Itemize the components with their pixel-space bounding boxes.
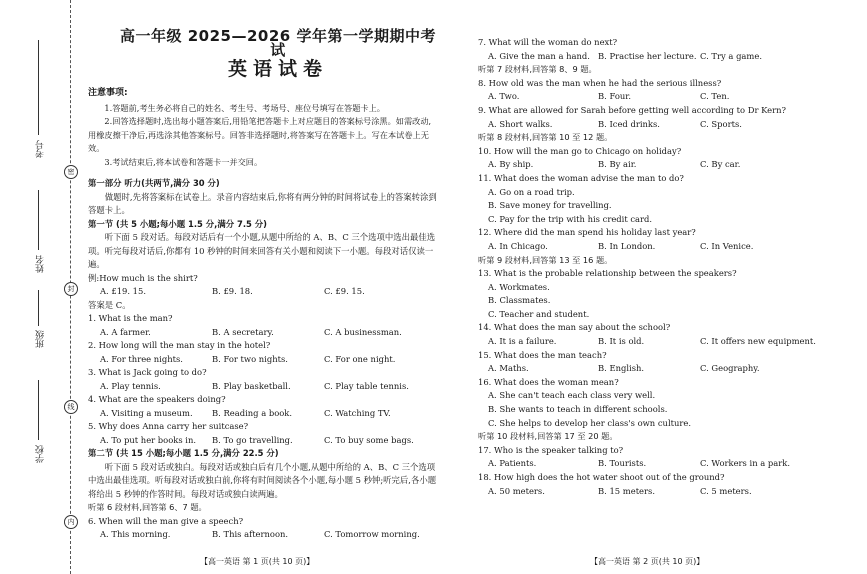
option-a: A. 50 meters. <box>488 485 545 496</box>
question-text: 10. How will the man go to Chicago on holiday? <box>478 145 682 156</box>
question-text: 16. What does the woman mean? <box>478 376 619 387</box>
question-1 <box>88 312 438 339</box>
option-a: A. This morning. <box>100 529 171 540</box>
question-2 <box>88 339 438 366</box>
option-a: A. Workmates. <box>488 281 550 292</box>
option-b: B. She wants to teach in different schools. <box>488 404 668 415</box>
option-a: A. Short walks. <box>488 118 553 129</box>
option-a: A. £19. 15. <box>100 286 147 297</box>
option-a: A. Two. <box>488 91 520 102</box>
question-18 <box>478 471 838 498</box>
option-a: A. Play tennis. <box>100 380 161 391</box>
question-14 <box>478 321 838 348</box>
question-text: 11. What does the woman advise the man to do? <box>478 172 684 183</box>
question-text: 15. What does the man teach? <box>478 349 607 360</box>
option-c: C. 5 meters. <box>700 485 752 496</box>
question-text: 4. What are the speakers doing? <box>88 394 226 405</box>
question-4 <box>88 393 438 420</box>
option-b: B. Four. <box>598 91 632 102</box>
question-text: 7. What will the woman do next? <box>478 37 618 47</box>
section1-title: 第一节 (共 5 小题;每小题 1.5 分,满分 7.5 分) <box>88 218 267 229</box>
option-b: B. It is old. <box>598 336 645 347</box>
option-b: B. For two nights. <box>212 353 288 364</box>
label-candidate-number: 考号 <box>36 140 46 158</box>
option-a: A. A farmer. <box>100 326 151 337</box>
option-a: A. To put her books in. <box>100 434 197 445</box>
option-a: A. Patients. <box>488 458 537 469</box>
option-a: A. Go on a road trip. <box>488 186 575 197</box>
question-text: 5. Why does Anna carry her suitcase? <box>88 421 249 432</box>
option-b: B. Iced drinks. <box>598 118 660 129</box>
option-c: C. Try a game. <box>700 50 762 61</box>
notice-item: 1.答题前,考生务必将自己的姓名、考生号、考场号、座位号填写在答题卡上。 <box>104 103 385 113</box>
question-10 <box>478 145 838 172</box>
question-text: 18. How high does the hot water shoot out of the ground? <box>478 472 725 482</box>
page-footer-left: 【高一英语 第 1 页(共 10 页)】 <box>200 557 315 566</box>
listen-instruction: 听第 8 段材料,回答第 10 至 12 题。 <box>478 132 613 143</box>
listen-instruction: 听第 10 段材料,回答第 17 至 20 题。 <box>478 431 618 442</box>
option-b: B. Tourists. <box>598 458 647 469</box>
option-b: B. A secretary. <box>212 326 274 337</box>
option-b: B. £9. 18. <box>212 286 253 297</box>
label-class: 班级 <box>36 330 46 348</box>
section2-title: 第二节 (共 15 小题;每小题 1.5 分,满分 22.5 分) <box>88 448 279 459</box>
question-6 <box>88 515 438 542</box>
question-11 <box>478 172 838 226</box>
section1-intro: 听下面 5 段对话。每段对话后有一个小题,从题中所给的 A、B、C 三个选项中选出最佳选项。听完每段对话后,你都有 10 秒钟的时间来回答有关小题和阅读下一小题。每段对话仅读一遍。 <box>88 232 436 270</box>
option-a: A. By ship. <box>488 159 534 170</box>
option-c: C. A businessman. <box>324 326 402 337</box>
binding-strip <box>0 0 78 574</box>
question-7 <box>478 36 838 63</box>
question-text: 3. What is Jack going to do? <box>88 367 207 378</box>
part1-title: 第一部分 听力(共两节,满分 30 分) <box>88 178 220 189</box>
option-c: C. Workers in a park. <box>700 458 790 469</box>
listen-instruction: 听第 7 段材料,回答第 8、9 题。 <box>478 64 597 75</box>
option-c: C. Pay for the trip with his credit card. <box>488 213 653 224</box>
school-blank <box>38 380 39 440</box>
notice-item: 3.考试结束后,将本试卷和答题卡一并交回。 <box>104 156 263 167</box>
notice-block <box>88 87 438 170</box>
option-c: C. Sports. <box>700 118 742 129</box>
candidate-number-blank <box>38 40 39 135</box>
option-a: A. Maths. <box>488 363 529 374</box>
question-text: 14. What does the man say about the school? <box>478 322 671 333</box>
seal-mark: 封 <box>64 282 78 296</box>
option-c: C. For one night. <box>324 353 396 364</box>
label-name: 姓名 <box>36 255 46 273</box>
question-8 <box>478 77 838 104</box>
option-b: B. In London. <box>598 240 656 251</box>
exam-title: 高一年级 2025—2026 学年第一学期期中考试 <box>120 27 436 59</box>
seal-mark: 密 <box>64 165 78 179</box>
option-b: B. Save money for travelling. <box>488 200 612 211</box>
question-3 <box>88 366 438 393</box>
label-school: 学校 <box>36 445 46 463</box>
question-13 <box>478 267 838 321</box>
option-a: A. It is a failure. <box>488 336 557 347</box>
option-c: C. Geography. <box>700 363 760 374</box>
notice-item: 2.回答选择题时,选出每小题答案后,用铅笔把答题卡上对应题目的答案标号涂黑。如需改动,用橡皮擦干净后,再选涂其他答案标号。回答非选择题时,将答案写在答题卡上。写在本试卷上无效。 <box>88 116 432 154</box>
question-12 <box>478 226 838 253</box>
option-c: C. Tomorrow morning. <box>324 529 420 540</box>
part1-intro: 做题时,先将答案标在试卷上。录音内容结束后,你将有两分钟的时间将试卷上的答案转涂到答题卡上。 <box>88 191 437 216</box>
listen-instruction: 听第 6 段材料,回答第 6、7 题。 <box>88 502 207 513</box>
option-a: A. For three nights. <box>100 353 183 364</box>
question-16 <box>478 376 838 430</box>
option-c: C. She helps to develop her class's own culture. <box>488 417 691 428</box>
option-b: B. Practise her lecture. <box>598 50 697 61</box>
option-b: B. English. <box>598 363 645 374</box>
option-c: C. It offers new equipment. <box>700 336 816 347</box>
option-b: B. 15 meters. <box>598 485 655 496</box>
class-blank <box>38 290 39 326</box>
option-b: B. Reading a book. <box>212 407 293 418</box>
example-options <box>88 285 438 299</box>
option-b: B. To go travelling. <box>212 434 293 445</box>
question-text: 1. What is the man? <box>88 313 173 324</box>
option-a: A. Give the man a hand. <box>488 50 590 61</box>
option-c: C. Ten. <box>700 91 730 102</box>
section2-intro: 听下面 5 段对话或独白。每段对话或独白后有几个小题,从题中所给的 A、B、C 三个选项中选出最佳选项。听每段对话或独白前,你将有时间阅读各个小题,每小题 5 秒钟;听完后,各小题将给出 5 秒钟的作答时间。每段对话或独白读两遍。 <box>88 461 437 499</box>
seal-mark: 线 <box>64 400 78 414</box>
option-c: C. £9. 15. <box>324 286 365 297</box>
option-c: C. To buy some bags. <box>324 434 414 445</box>
question-text: 17. Who is the speaker talking to? <box>478 444 624 455</box>
option-b: B. By air. <box>598 159 637 170</box>
option-c: C. Watching TV. <box>324 407 391 418</box>
option-c: C. Teacher and student. <box>488 308 590 319</box>
example-answer: 答案是 C。 <box>88 299 131 310</box>
option-c: C. By car. <box>700 159 741 170</box>
subject-title: 英语试卷 <box>227 58 328 80</box>
question-text: 2. How long will the man stay in the hotel? <box>88 340 271 351</box>
listen-instruction: 听第 9 段材料,回答第 13 至 16 题。 <box>478 254 613 265</box>
seal-mark: 内 <box>64 515 78 529</box>
option-c: C. In Venice. <box>700 240 754 251</box>
page-footer-right: 【高一英语 第 2 页(共 10 页)】 <box>590 557 705 566</box>
option-a: A. Visiting a museum. <box>100 407 193 418</box>
right-column <box>478 36 838 498</box>
question-text: 8. How old was the man when he had the serious illness? <box>478 77 722 88</box>
question-text: 9. What are allowed for Sarah before getting well according to Dr Kern? <box>478 104 786 115</box>
left-column <box>88 27 438 542</box>
question-9 <box>478 104 838 131</box>
option-c: C. Play table tennis. <box>324 380 409 391</box>
option-b: B. Classmates. <box>488 295 551 306</box>
option-b: B. Play basketball. <box>212 380 291 391</box>
option-a: A. She can't teach each class very well. <box>488 390 656 401</box>
question-text: 12. Where did the man spend his holiday last year? <box>478 227 696 238</box>
name-blank <box>38 190 39 250</box>
question-17 <box>478 444 838 471</box>
notice-heading: 注意事项: <box>88 87 128 98</box>
example-question: 例:How much is the shirt? <box>88 272 198 283</box>
question-text: 6. When will the man give a speech? <box>88 515 244 526</box>
question-text: 13. What is the probable relationship between the speakers? <box>478 268 737 279</box>
question-15 <box>478 349 838 376</box>
option-a: A. In Chicago. <box>488 240 548 251</box>
question-5 <box>88 420 438 447</box>
option-b: B. This afternoon. <box>212 529 289 540</box>
